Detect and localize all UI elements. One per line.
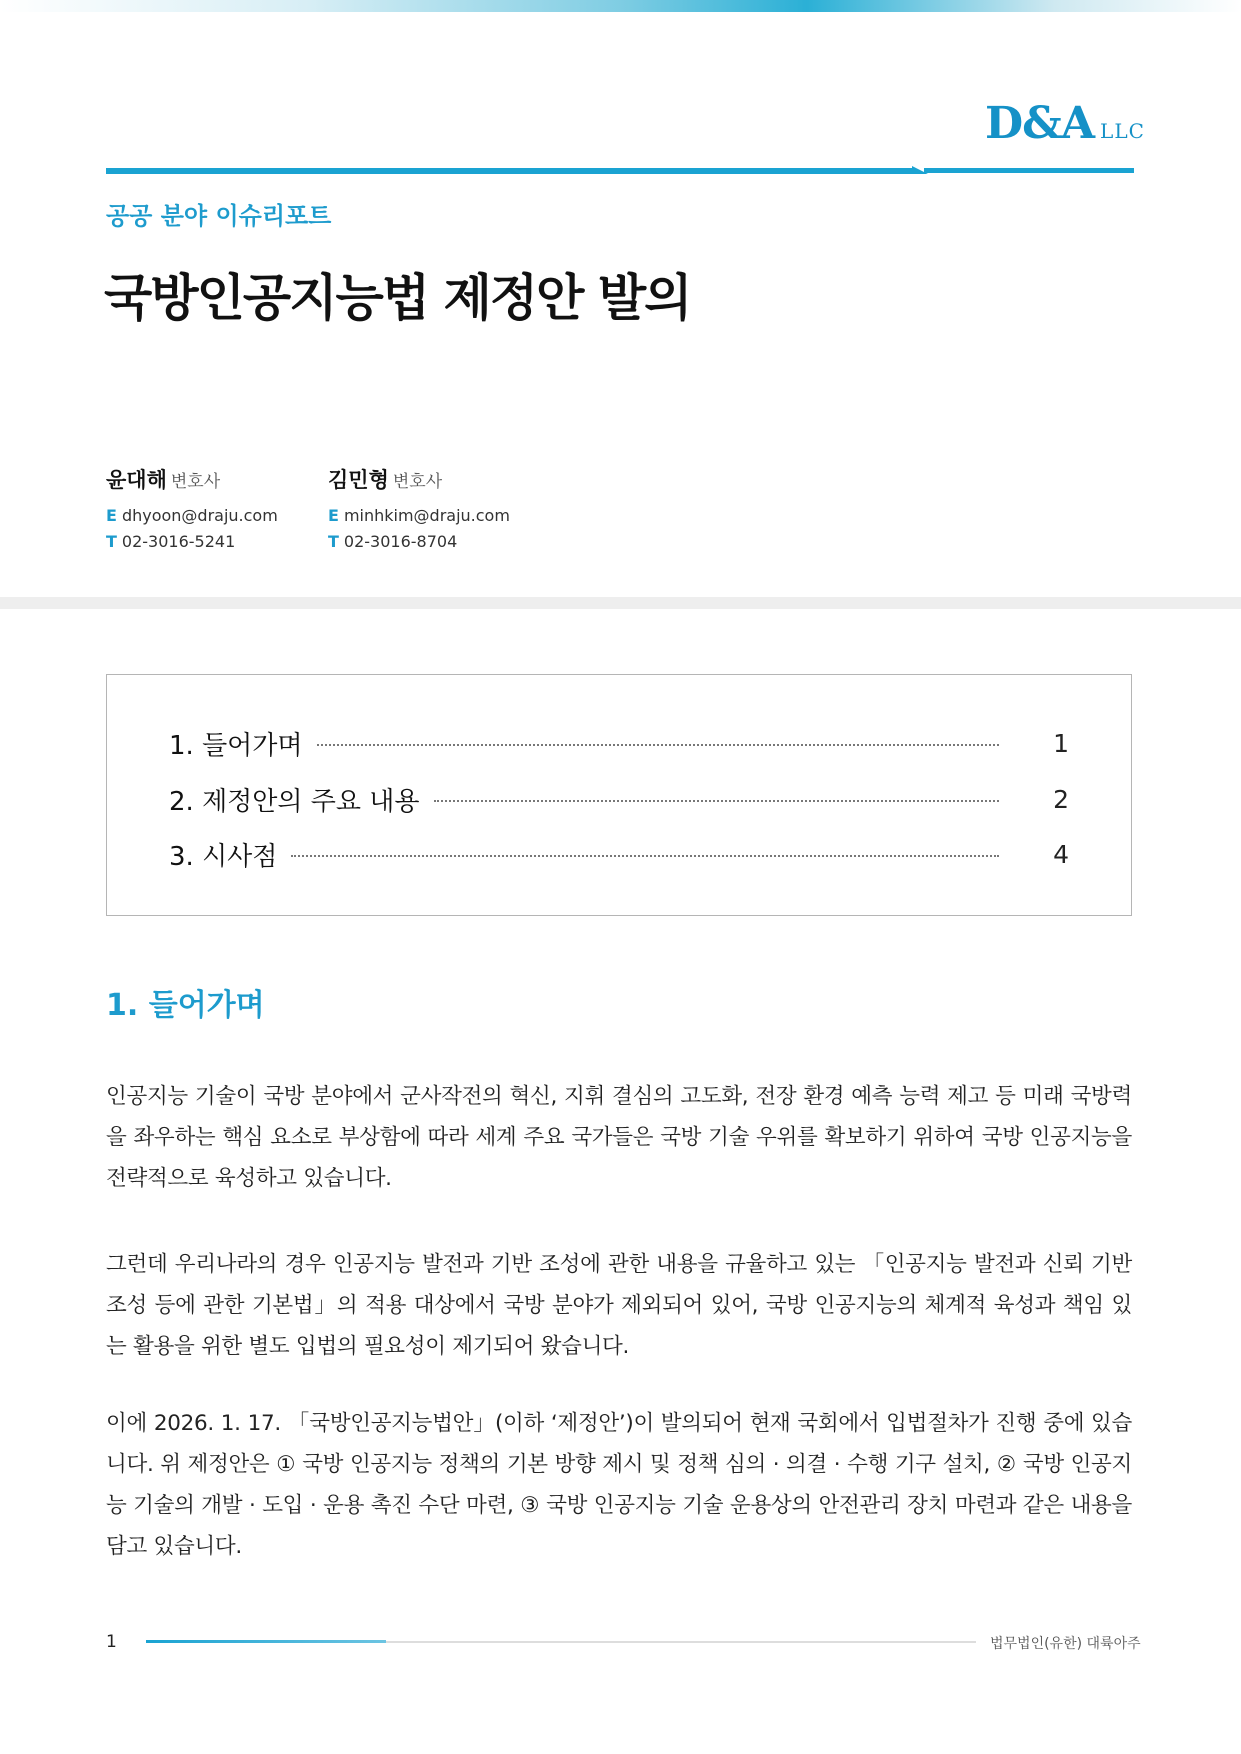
header-rule-right [924,168,1134,173]
top-gradient-bar [0,0,1241,12]
author-tel-line [328,532,510,551]
author-name: 김민형 [328,468,389,492]
tel-key: T [328,532,339,551]
author-email-line [106,506,278,525]
author-name-line [328,464,510,494]
page-title: 국방인공지능법 제정안 발의 [104,269,691,327]
author-card [106,464,278,551]
body-paragraph: 이에 2026. 1. 17. 「국방인공지능법안」(이하 ‘제정안’)이 발의되어 현재 국회에서 입법절차가 진행 중에 있습니다. 위 제정안은 ① 국방 인공지능 정책의 기본 방향 제시 및 정책 심의 · 의결 · 수행 기구 설치, ② 국방 인공지능 기술의 개발 · 도입 · 운용 촉진 수단 마련, ③ 국방 인공지능 기술 운용상의 안전관리 장치 마련과 같은 내용을 담고 있습니다. [106,1410,1132,1559]
toc-item-label: 3. 시사점 [169,841,278,872]
logo-suffix: LLC [1100,119,1145,143]
toc-leader-dots [434,800,999,802]
footer-firm-name: 법무법인(유한) 대륙아주 [990,1636,1141,1652]
toc-item[interactable] [169,781,1069,817]
toc-leader-dots [317,744,999,746]
author-tel: 02-3016-8704 [343,532,458,551]
author-tel: 02-3016-5241 [121,532,236,551]
toc-item-page: 1 [1053,728,1069,758]
toc-item[interactable] [169,725,1069,761]
author-name-line [106,464,278,494]
author-role: 변호사 [392,472,443,492]
toc-leader-dots [291,855,999,857]
toc-item[interactable] [169,836,1069,872]
author-tel-line [106,532,278,551]
author-email[interactable]: minhkim@draju.com [343,506,510,525]
table-of-contents [106,674,1132,916]
author-email[interactable]: dhyoon@draju.com [121,506,278,525]
logo-main: D&A [985,98,1095,149]
page-number: 1 [106,1632,117,1652]
firm-logo [985,98,1145,149]
section-heading: 1. 들어가며 [106,988,265,1023]
email-key: E [106,506,117,525]
toc-item-page: 2 [1053,784,1069,814]
footer-rule-accent [146,1640,386,1643]
author-name: 윤대해 [106,468,167,492]
body-paragraph: 그런데 우리나라의 경우 인공지능 발전과 기반 조성에 관한 내용을 규율하고 있는 「인공지능 발전과 신뢰 기반 조성 등에 관한 기본법」의 적용 대상에서 국방 분야가 제외되어 있어, 국방 인공지능의 체계적 육성과 책임 있는 활용을 위한 별도 입법의 필요성이 제기되어 왔습니다. [106,1251,1132,1359]
header-rule-left [106,168,916,174]
report-category: 공공 분야 이슈리포트 [106,202,332,230]
author-card [328,464,510,551]
tel-key: T [106,532,117,551]
toc-item-label: 1. 들어가며 [169,730,303,761]
toc-item-page: 4 [1053,839,1069,869]
author-email-line [328,506,510,525]
toc-item-label: 2. 제정안의 주요 내용 [169,786,420,817]
email-key: E [328,506,339,525]
author-role: 변호사 [170,472,221,492]
body-paragraph: 인공지능 기술이 국방 분야에서 군사작전의 혁신, 지휘 결심의 고도화, 전장 환경 예측 능력 제고 등 미래 국방력을 좌우하는 핵심 요소로 부상함에 따라 세계 주요 국가들은 국방 기술 우위를 확보하기 위하여 국방 인공지능을 전략적으로 육성하고 있습니다. [106,1083,1132,1191]
section-divider-band [0,597,1241,609]
